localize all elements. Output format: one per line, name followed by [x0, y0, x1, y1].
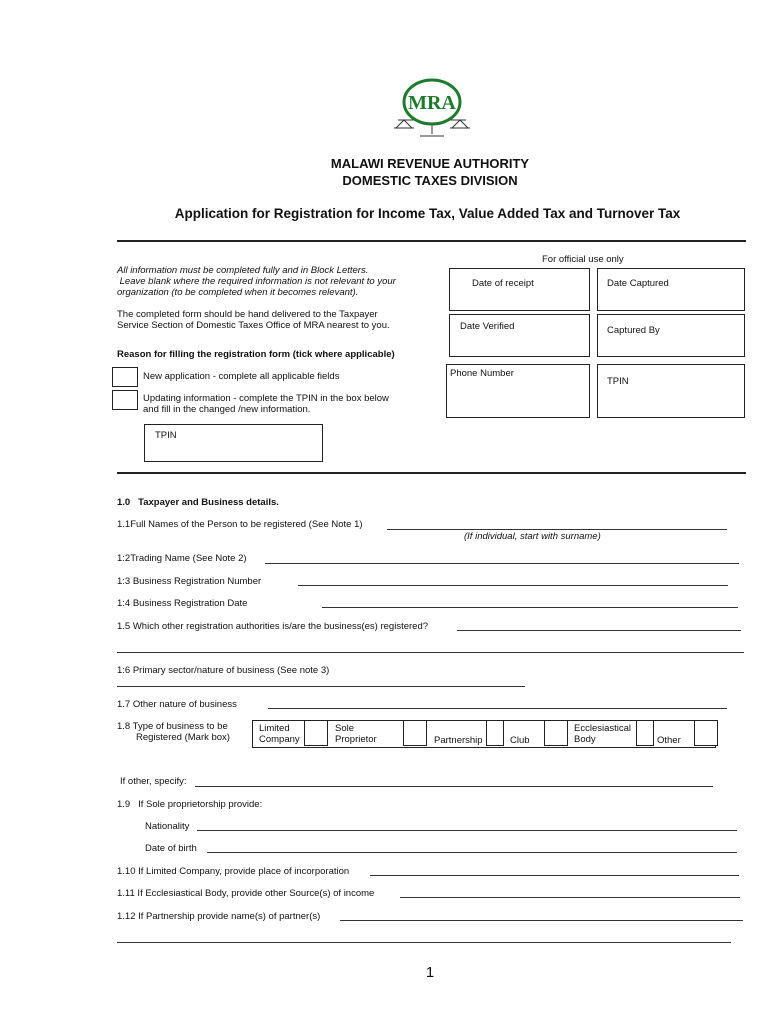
official-use-heading: For official use only	[542, 254, 624, 265]
date-of-receipt-label: Date of receipt	[472, 278, 534, 289]
primary-sector-input[interactable]	[117, 686, 525, 687]
ecclesiastical-body-label: Ecclesiastical	[574, 723, 632, 734]
section-divider	[117, 472, 746, 474]
new-application-label: New application - complete all applicable fields	[143, 371, 340, 382]
if-other-label: If other, specify:	[120, 776, 187, 787]
partners-input-line2[interactable]	[117, 942, 731, 943]
sole-proprietor-label: Sole	[335, 723, 355, 734]
partners-input[interactable]	[340, 920, 743, 921]
captured-by-box[interactable]	[597, 314, 745, 357]
nationality-label: Nationality	[145, 821, 190, 832]
full-names-label: 1.1Full Names of the Person to be registered (See Note 1)	[117, 519, 363, 530]
full-names-hint: (If individual, start with surname)	[464, 531, 601, 542]
update-information-label: and fill in the changed /new information.	[143, 404, 311, 415]
instruction-line: organization (to be completed when it becomes relevant).	[117, 287, 359, 298]
if-other-input[interactable]	[195, 786, 713, 787]
instruction-line: The completed form should be hand delivered to the Taxpayer	[117, 309, 378, 320]
sole-proprietor-checkbox[interactable]	[403, 720, 427, 746]
sole-proprietorship-label: 1.9 If Sole proprietorship provide:	[117, 799, 263, 810]
official-tpin-label: TPIN	[607, 376, 629, 387]
ecclesiastical-body-checkbox[interactable]	[636, 720, 654, 746]
nationality-input[interactable]	[197, 830, 737, 831]
date-verified-box[interactable]	[449, 314, 590, 357]
ecclesiastical-body-label: Body	[574, 734, 596, 745]
limited-company-label: Limited	[259, 723, 290, 734]
official-tpin-box[interactable]	[597, 364, 745, 418]
update-tpin-box[interactable]	[144, 424, 323, 462]
date-of-birth-input[interactable]	[207, 852, 737, 853]
org-name: MALAWI REVENUE AUTHORITY	[330, 156, 530, 171]
top-divider	[117, 240, 746, 242]
phone-number-box[interactable]	[446, 364, 590, 418]
business-type-label: 1.8 Type of business to be	[117, 721, 228, 732]
other-income-label: 1.11 If Ecclesiastical Body, provide other Source(s) of income	[117, 888, 375, 899]
other-authorities-input[interactable]	[457, 630, 741, 631]
date-of-receipt-box[interactable]	[449, 268, 590, 311]
logo-letters: MRA	[408, 92, 456, 114]
page-number: 1	[425, 964, 435, 981]
business-type-label: Registered (Mark box)	[136, 732, 230, 743]
other-nature-input[interactable]	[268, 708, 727, 709]
date-captured-label: Date Captured	[607, 278, 669, 289]
partners-label: 1.12 If Partnership provide name(s) of partner(s)	[117, 911, 321, 922]
section-1-heading: 1.0 Taxpayer and Business details.	[117, 497, 279, 508]
partnership-label: Partnership	[434, 735, 483, 746]
other-income-input[interactable]	[400, 897, 740, 898]
registration-number-input[interactable]	[298, 585, 728, 586]
other-nature-label: 1.7 Other nature of business	[117, 699, 237, 710]
update-information-checkbox[interactable]	[112, 390, 138, 410]
division-name: DOMESTIC TAXES DIVISION	[342, 173, 518, 188]
other-authorities-label: 1.5 Which other registration authorities is/are the business(es) registered?	[117, 621, 429, 632]
registration-date-label: 1:4 Business Registration Date	[117, 598, 248, 609]
date-verified-label: Date Verified	[460, 321, 515, 332]
mra-logo	[392, 76, 472, 140]
partnership-checkbox[interactable]	[486, 720, 504, 746]
club-label: Club	[510, 735, 530, 746]
trading-name-input[interactable]	[265, 563, 739, 564]
reason-heading: Reason for filling the registration form (tick where applicable)	[117, 349, 395, 360]
other-authorities-input-line2[interactable]	[117, 652, 744, 653]
update-tpin-label: TPIN	[155, 430, 177, 441]
incorporation-label: 1.10 If Limited Company, provide place of incorporation	[117, 866, 350, 877]
limited-company-label: Company	[259, 734, 300, 745]
date-captured-box[interactable]	[597, 268, 745, 311]
incorporation-input[interactable]	[370, 875, 739, 876]
other-type-label: Other	[657, 735, 681, 746]
other-type-checkbox[interactable]	[694, 720, 718, 746]
full-names-input[interactable]	[387, 529, 727, 530]
primary-sector-label: 1:6 Primary sector/nature of business (See note 3)	[117, 665, 330, 676]
new-application-checkbox[interactable]	[112, 367, 138, 387]
registration-date-input[interactable]	[322, 607, 738, 608]
club-checkbox[interactable]	[544, 720, 568, 746]
phone-number-label: Phone Number	[450, 368, 514, 379]
sole-proprietor-label: Proprietor	[335, 734, 377, 745]
date-of-birth-label: Date of birth	[145, 843, 197, 854]
instruction-line: Leave blank where the required information is not relevant to your	[117, 276, 396, 287]
form-title: Application for Registration for Income Tax, Value Added Tax and Turnover Tax	[174, 206, 681, 221]
limited-company-checkbox[interactable]	[304, 720, 328, 746]
captured-by-label: Captured By	[607, 325, 660, 336]
registration-number-label: 1:3 Business Registration Number	[117, 576, 262, 587]
trading-name-label: 1:2Trading Name (See Note 2)	[117, 553, 247, 564]
instruction-line: All information must be completed fully and in Block Letters.	[117, 265, 369, 276]
update-information-label: Updating information - complete the TPIN in the box below	[143, 393, 389, 404]
instruction-line: Service Section of Domestic Taxes Office of MRA nearest to you.	[117, 320, 390, 331]
